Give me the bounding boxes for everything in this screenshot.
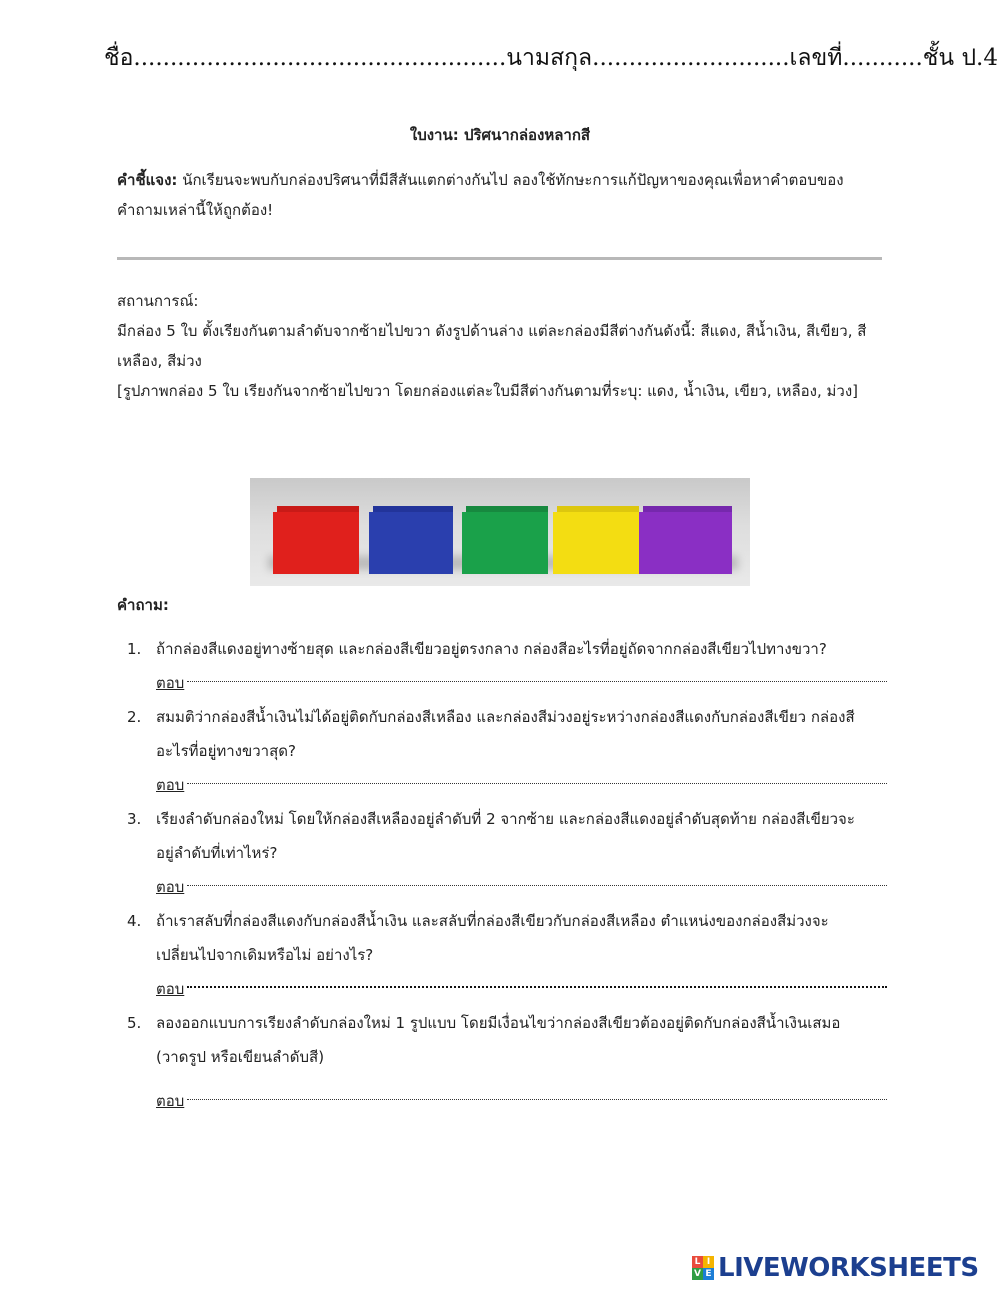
question-text: ถ้ากล่องสีแดงอยู่ทางซ้ายสุด และกล่องสีเขียวอยู่ตรงกลาง กล่องสีอะไรที่อยู่ถัดจากกล่องสีเขียวไปทางขวา? — [156, 640, 827, 658]
purple-box — [639, 506, 732, 574]
worksheet-title: ใบงาน: ปริศนากล่องหลากสี — [409, 126, 591, 144]
scenario-heading: สถานการณ์: — [117, 292, 199, 310]
question-text: สมมติว่ากล่องสีน้ำเงินไม่ได้อยู่ติดกับกล่องสีเหลือง และกล่องสีม่วงอยู่ระหว่างกล่องสีแดงกับกล่องสีเขียว กล่องสีอะไรที่อยู่ทางขวาสุด? — [156, 708, 855, 760]
instructions-text: นักเรียนจะพบกับกล่องปริศนาที่มีสีสันแตกต่างกันไป ลองใช้ทักษะการแก้ปัญหาของคุณเพื่อหาคำตอบของคำถามเหล่านี้ให้ถูกต้อง! — [117, 171, 844, 219]
question-2 — [117, 700, 887, 802]
logo-text: LIVEWORKSHEETS — [718, 1253, 979, 1283]
answer-field-3[interactable] — [187, 885, 887, 886]
question-text: ลองออกแบบการเรียงลำดับกล่องใหม่ 1 รูปแบบ โดยมีเงื่อนไขว่ากล่องสีเขียวต้องอยู่ติดกับกล่องสีน้ำเงินเสมอ (วาดรูป หรือเขียนลำดับสี) — [156, 1014, 841, 1066]
red-box — [273, 506, 359, 574]
question-4 — [117, 904, 887, 1006]
liveworksheets-mark-icon — [692, 1256, 714, 1280]
question-number: 2. — [127, 708, 142, 726]
answer-label: ตอบ — [156, 674, 185, 692]
blue-box — [369, 506, 453, 574]
question-1 — [117, 632, 887, 700]
liveworksheets-logo[interactable] — [692, 1253, 979, 1283]
answer-line-5[interactable] — [156, 1084, 887, 1118]
mark-letter: L — [692, 1256, 703, 1268]
question-text: เรียงลำดับกล่องใหม่ โดยให้กล่องสีเหลืองอยู่ลำดับที่ 2 จากซ้าย และกล่องสีแดงอยู่ลำดับสุดท้าย กล่องสีเขียวจะอยู่ลำดับที่เท่าไหร่? — [156, 810, 855, 862]
answer-label: ตอบ — [156, 878, 185, 896]
divider — [117, 257, 882, 260]
instructions — [117, 165, 887, 225]
question-list — [117, 632, 887, 1118]
scenario-text: มีกล่อง 5 ใบ ตั้งเรียงกันตามลำดับจากซ้ายไปขวา ดังรูปด้านล่าง แต่ละกล่องมีสีต่างกันดังนี้: สีแดง, สีน้ำเงิน, สีเขียว, สีเหลือง, สีม่วง — [117, 322, 867, 370]
question-number: 1. — [127, 640, 142, 658]
answer-line-3[interactable] — [156, 870, 887, 904]
answer-label: ตอบ — [156, 1092, 185, 1110]
answer-field-1[interactable] — [187, 681, 887, 682]
mark-letter: V — [692, 1268, 703, 1280]
mark-letter: I — [703, 1256, 714, 1268]
question-3 — [117, 802, 887, 904]
question-number: 3. — [127, 810, 142, 828]
mark-letter: E — [703, 1268, 714, 1280]
scenario — [117, 286, 887, 406]
answer-field-2[interactable] — [187, 783, 887, 784]
answer-line-1[interactable] — [156, 666, 887, 700]
answer-label: ตอบ — [156, 980, 185, 998]
question-text: ถ้าเราสลับที่กล่องสีแดงกับกล่องสีน้ำเงิน และสลับที่กล่องสีเขียวกับกล่องสีเหลือง ตำแหน่งของกล่องสีม่วงจะเปลี่ยนไปจากเดิมหรือไม่ อย่างไร? — [156, 912, 829, 964]
answer-line-4[interactable] — [156, 972, 887, 1006]
student-info-line: ชื่อ...................................................นามสกุล...........................เลขที่...........ชั้น ป.4 — [104, 45, 998, 71]
green-box — [462, 506, 548, 574]
question-5 — [117, 1006, 887, 1118]
questions-heading: คำถาม: — [117, 596, 169, 614]
yellow-box — [553, 506, 639, 574]
color-boxes-photo — [250, 478, 750, 586]
answer-line-2[interactable] — [156, 768, 887, 802]
question-number: 5. — [127, 1014, 142, 1032]
answer-field-4[interactable] — [187, 986, 887, 988]
answer-label: ตอบ — [156, 776, 185, 794]
question-number: 4. — [127, 912, 142, 930]
scenario-image-note: [รูปภาพกล่อง 5 ใบ เรียงกันจากซ้ายไปขวา โดยกล่องแต่ละใบมีสีต่างกันตามที่ระบุ: แดง, น้ำเงิน, เขียว, เหลือง, ม่วง] — [117, 382, 859, 400]
instructions-label: คำชี้แจง: — [117, 171, 178, 189]
answer-field-5[interactable] — [187, 1099, 887, 1100]
